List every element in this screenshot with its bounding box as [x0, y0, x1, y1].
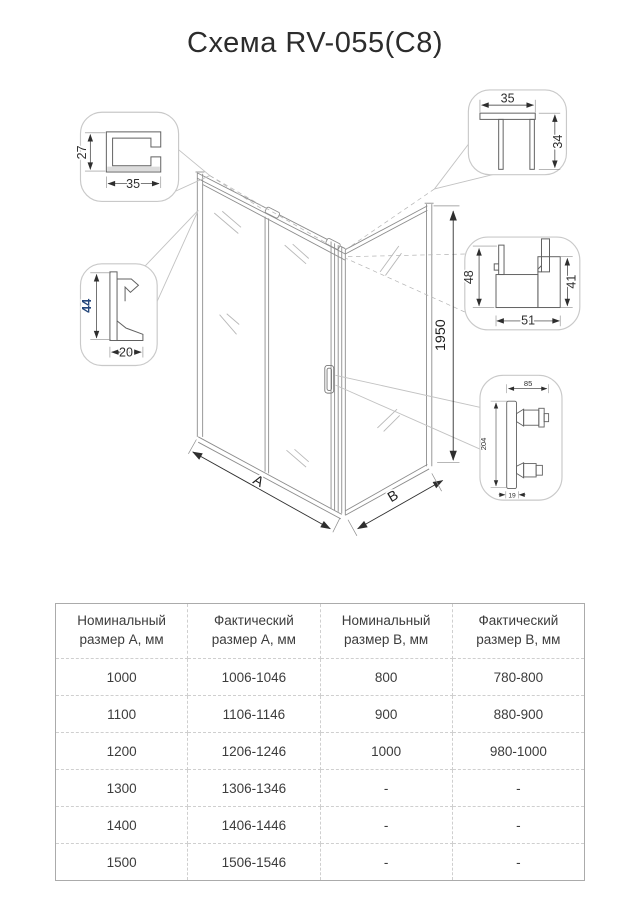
bubble-handle [480, 375, 562, 500]
table-row [56, 733, 585, 770]
cell: 1106-1146 [188, 696, 320, 733]
cell: - [452, 770, 584, 807]
col-header-actual-a: Фактический размер А, мм [188, 604, 320, 659]
cell: - [452, 844, 584, 881]
cell: 1000 [56, 659, 188, 696]
size-table [55, 603, 585, 881]
dim-44-label: 44 [80, 298, 95, 313]
schematic-drawing [0, 65, 630, 600]
callout-leader-lines [143, 141, 493, 451]
cell: 1006-1046 [188, 659, 320, 696]
door-handle [325, 365, 334, 393]
callout-bubbles [80, 90, 579, 500]
dim-204-label: 204 [479, 437, 489, 451]
col-header-nominal-b: Номинальный размер В, мм [320, 604, 452, 659]
cell: 900 [320, 696, 452, 733]
corner-post [331, 242, 345, 516]
cell: 780-800 [452, 659, 584, 696]
page-title: Схема RV-055(C8) [187, 27, 443, 59]
table-row [56, 770, 585, 807]
cell: 1400 [56, 807, 188, 844]
table-header-row [56, 604, 585, 659]
cell: 1406-1446 [188, 807, 320, 844]
cell: 1300 [56, 770, 188, 807]
enclosure-drawing [196, 172, 434, 519]
dim-41-label: 41 [564, 274, 579, 289]
cell: 1500 [56, 844, 188, 881]
dim-35-top-left-label: 35 [126, 177, 141, 192]
table-row [56, 659, 585, 696]
cell: - [320, 844, 452, 881]
dim-1950-label: 1950 [433, 319, 450, 352]
col-header-actual-b: Фактический размер В, мм [452, 604, 584, 659]
dim-a-label: A [250, 472, 267, 491]
dim-line-a [193, 452, 330, 529]
top-rail [197, 173, 345, 260]
dim-line-b [358, 481, 443, 529]
cell: 1206-1246 [188, 733, 320, 770]
side-panel-top-edge [345, 206, 427, 254]
dim-51-label: 51 [521, 313, 536, 328]
cell: 1506-1546 [188, 844, 320, 881]
dim-35-top-right-label: 35 [500, 91, 515, 106]
door-divider [265, 217, 269, 474]
dim-27-label: 27 [74, 145, 89, 160]
cell: - [452, 807, 584, 844]
main-dimensions [188, 206, 459, 536]
cell: 800 [320, 659, 452, 696]
table-row [56, 696, 585, 733]
cell: - [320, 807, 452, 844]
cell: 980-1000 [452, 733, 584, 770]
cell: - [320, 770, 452, 807]
cell: 880-900 [452, 696, 584, 733]
dim-19-label: 19 [508, 492, 516, 500]
col-header-nominal-a: Номинальный размер А, мм [56, 604, 188, 659]
dim-20-label: 20 [119, 345, 133, 360]
table-row [56, 807, 585, 844]
cell: 1200 [56, 733, 188, 770]
dim-34-label: 34 [550, 134, 565, 149]
dim-b-label: B [385, 487, 402, 506]
cell: 1000 [320, 733, 452, 770]
table-row [56, 844, 585, 881]
cell: 1306-1346 [188, 770, 320, 807]
bottom-edges [198, 437, 429, 519]
dim-48-label: 48 [461, 270, 476, 285]
dim-85-label: 85 [523, 379, 533, 388]
cell: 1100 [56, 696, 188, 733]
bubble-top-right [468, 90, 566, 175]
glass-reflections [214, 211, 401, 467]
